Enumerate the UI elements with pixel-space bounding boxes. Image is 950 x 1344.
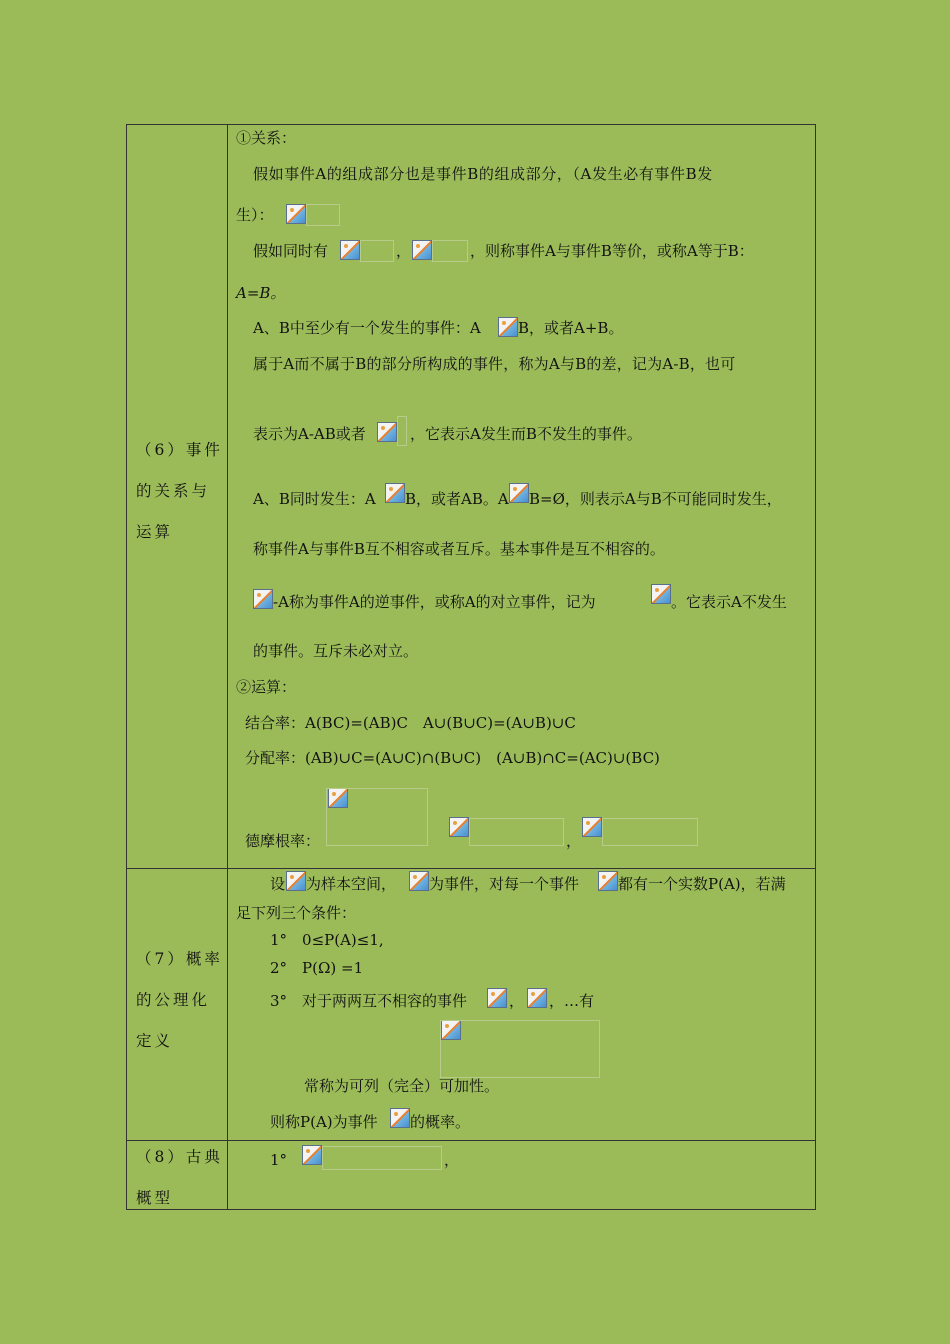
text-line: ， — [396, 242, 412, 260]
condition-2: 2° P(Ω) =1 — [270, 959, 364, 977]
text-line: ， — [509, 992, 525, 1010]
text-line: 。它表示A不发生 — [671, 593, 787, 611]
text-line: 假如事件A的组成部分也是事件B的组成部分，（A发生必有事件B发 — [253, 165, 713, 183]
formula-image — [377, 422, 397, 442]
text-line: 则称P(A)为事件 — [270, 1113, 378, 1131]
text-line: 的概率。 — [410, 1113, 471, 1131]
row-label-line: （8）古典 — [136, 1148, 223, 1166]
formula-frame — [326, 788, 428, 846]
text-line: B，或者AB。A — [405, 490, 509, 508]
formula-frame — [397, 416, 407, 446]
formula-image — [449, 817, 469, 837]
row-label-line: （7）概率 — [136, 950, 223, 968]
text-line: 足下列三个条件： — [236, 904, 357, 922]
text-line: 属于A而不属于B的部分所构成的事件，称为A与B的差，记为A-B，也可 — [253, 355, 736, 373]
formula-frame — [306, 204, 340, 226]
text-line: -A称为事件A的逆事件，或称A的对立事件，记为 — [273, 593, 596, 611]
distributive-law: 分配率：(AB)∪C=(A∪C)∩(B∪C) (A∪B)∩C=(AC)∪(BC) — [245, 749, 660, 767]
formula-frame — [602, 818, 698, 846]
text-line: 的事件。互斥未必对立。 — [253, 642, 419, 660]
text-line: A、B同时发生：A — [253, 490, 376, 508]
row-label-line: （6）事件 — [136, 441, 223, 459]
formula-frame — [469, 818, 564, 846]
intersection-symbol-image — [385, 483, 405, 503]
text-line: 表示为A-AB或者 — [253, 425, 366, 443]
text-line: 生）： — [236, 206, 274, 224]
formula-image — [409, 871, 429, 891]
text-line: ， — [444, 1151, 460, 1169]
text-line: ， — [566, 832, 582, 850]
formula-image — [487, 988, 507, 1008]
formula-frame — [440, 1020, 600, 1078]
formula-image — [286, 204, 306, 224]
intersection-symbol-image — [509, 483, 529, 503]
formula-image — [390, 1108, 410, 1128]
text-line: ，则称事件A与事件B等价，或称A等于B： — [470, 242, 754, 260]
formula-frame — [322, 1146, 442, 1170]
associative-law: 结合率：A(BC)=(AB)C A∪(B∪C)=(A∪B)∪C — [245, 714, 576, 732]
text-line: 称事件A与事件B互不相容或者互斥。基本事件是互不相容的。 — [253, 540, 665, 558]
omega-image — [286, 871, 306, 891]
formula-image — [598, 871, 618, 891]
text-line: ，它表示A发生而B不发生的事件。 — [410, 425, 642, 443]
text-line: A=B。 — [236, 284, 286, 302]
text-line: ，…有 — [549, 992, 595, 1010]
text-line: 都有一个实数P(A)，若满 — [618, 875, 786, 893]
text-line: B，或者A+B。 — [518, 319, 624, 337]
text-line: B=Ø，则表示A与B不可能同时发生， — [529, 490, 782, 508]
formula-image — [302, 1145, 322, 1165]
text-line: 1° — [270, 1151, 288, 1169]
row-label-line: 运算 — [136, 523, 174, 541]
operations-heading: ②运算： — [236, 678, 297, 696]
union-symbol-image — [498, 317, 518, 337]
column-divider — [227, 124, 228, 1210]
text-line: 设 — [270, 875, 286, 893]
formula-image — [340, 240, 360, 260]
text-line: A、B中至少有一个发生的事件：A — [253, 319, 481, 337]
formula-image — [412, 240, 432, 260]
row-label-line: 定义 — [136, 1032, 174, 1050]
row-label-line: 的公理化 — [136, 991, 211, 1009]
relation-heading: ①关系： — [236, 129, 297, 147]
formula-frame — [432, 240, 468, 262]
complement-image — [651, 584, 671, 604]
condition-1: 1° 0≤P(A)≤1, — [270, 931, 384, 949]
text-line: 为样本空间， — [306, 875, 397, 893]
complement-image — [253, 589, 273, 609]
text-line: 常称为可列（完全）可加性。 — [304, 1077, 500, 1095]
formula-image — [582, 817, 602, 837]
demorgan-law: 德摩根率： — [245, 832, 321, 850]
row-divider — [126, 1140, 816, 1141]
formula-frame — [360, 240, 394, 262]
formula-image — [527, 988, 547, 1008]
text-line: 假如同时有 — [253, 242, 329, 260]
row-label-line: 的关系与 — [136, 482, 211, 500]
text-line: 为事件，对每一个事件 — [429, 875, 580, 893]
condition-3: 3° 对于两两互不相容的事件 — [270, 992, 468, 1010]
row-divider — [126, 868, 816, 869]
row-label-line: 概型 — [136, 1189, 174, 1207]
